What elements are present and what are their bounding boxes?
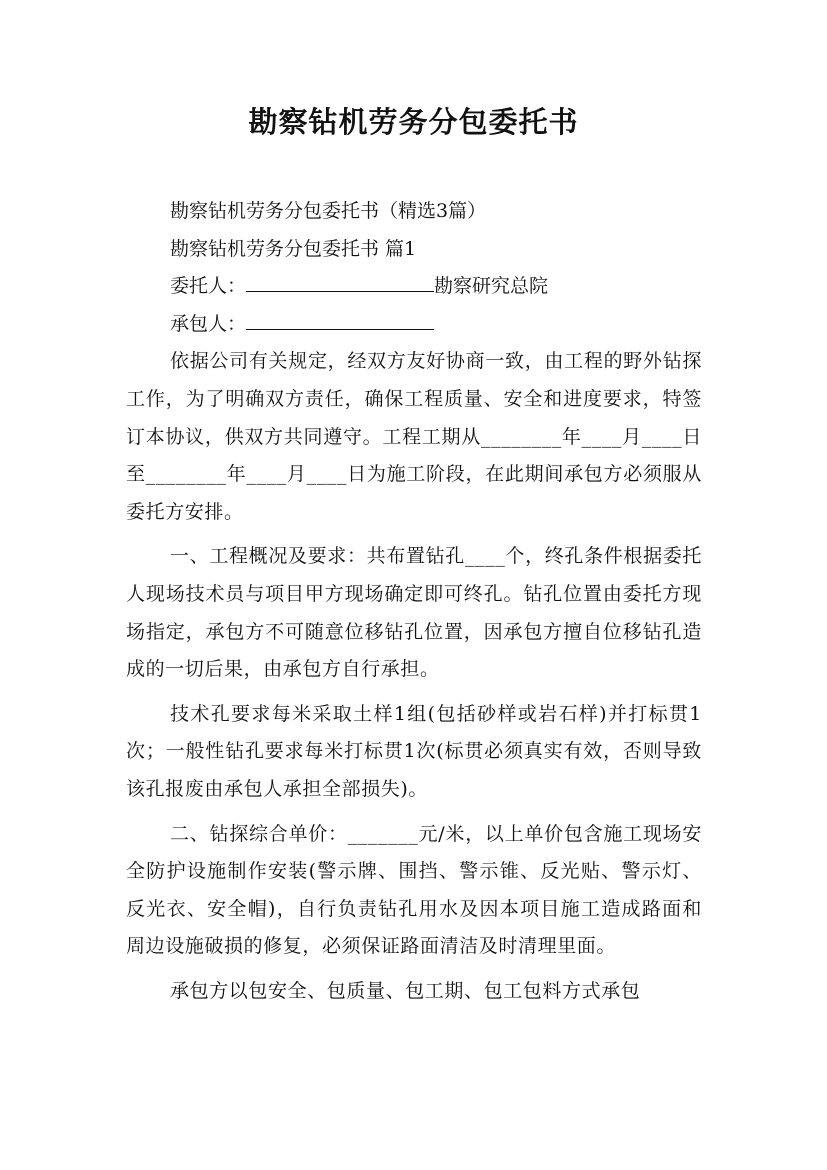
section-heading: 勘察钻机劳务分包委托书 篇1 <box>170 237 417 260</box>
paragraph-project-overview: 一、工程概况及要求：共布置钻孔____个，终孔条件根据委托人现场技术员与项目甲方现场确定即可终孔。钻孔位置由委托方现场指定，承包方不可随意位移钻孔位置，因承包方擅自位移钻孔造成的一切后果，由承包方自行承担。 <box>126 545 702 681</box>
document-body <box>126 193 702 1010</box>
contractor-line <box>126 306 702 344</box>
entrustor-value: 勘察研究总院 <box>434 275 549 298</box>
paragraph-agreement: 依据公司有关规定，经双方友好协商一致，由工程的野外钻探工作，为了明确双方责任，确保工程质量、安全和进度要求，特签订本协议，供双方共同遵守。工程工期从________年____月____日至________年____月____日为施工阶段，在此期间承包方必须服从委托方安排。 <box>126 350 702 523</box>
contractor-label: 承包人： <box>170 312 247 335</box>
paragraph-contract-mode: 承包方以包安全、包质量、包工期、包工包料方式承包 <box>170 979 641 1002</box>
entrustor-label: 委托人： <box>170 275 247 298</box>
paragraph-unit-price: 二、钻探综合单价：_______元/米，以上单价包含施工现场安全防护设施制作安装(警示牌、围挡、警示锥、反光贴、警示灯、反光衣、安全帽)，自行负责钻孔用水及因本项目施工造成路面和周边设施破损的修复，必须保证路面清洁及时清理里面。 <box>126 822 702 958</box>
entrustor-blank <box>246 271 434 292</box>
document-subtitle: 勘察钻机劳务分包委托书（精选3篇） <box>170 200 487 222</box>
contractor-blank <box>246 309 434 330</box>
document-title: 勘察钻机劳务分包委托书 <box>248 105 579 139</box>
entrustor-line <box>126 268 702 306</box>
paragraph-technical-requirements: 技术孔要求每米采取土样1组(包括砂样或岩石样)并打标贯1次；一般性钻孔要求每米打标贯1次(标贯必须真实有效，否则导致该孔报废由承包人承担全部损失)。 <box>126 702 702 800</box>
